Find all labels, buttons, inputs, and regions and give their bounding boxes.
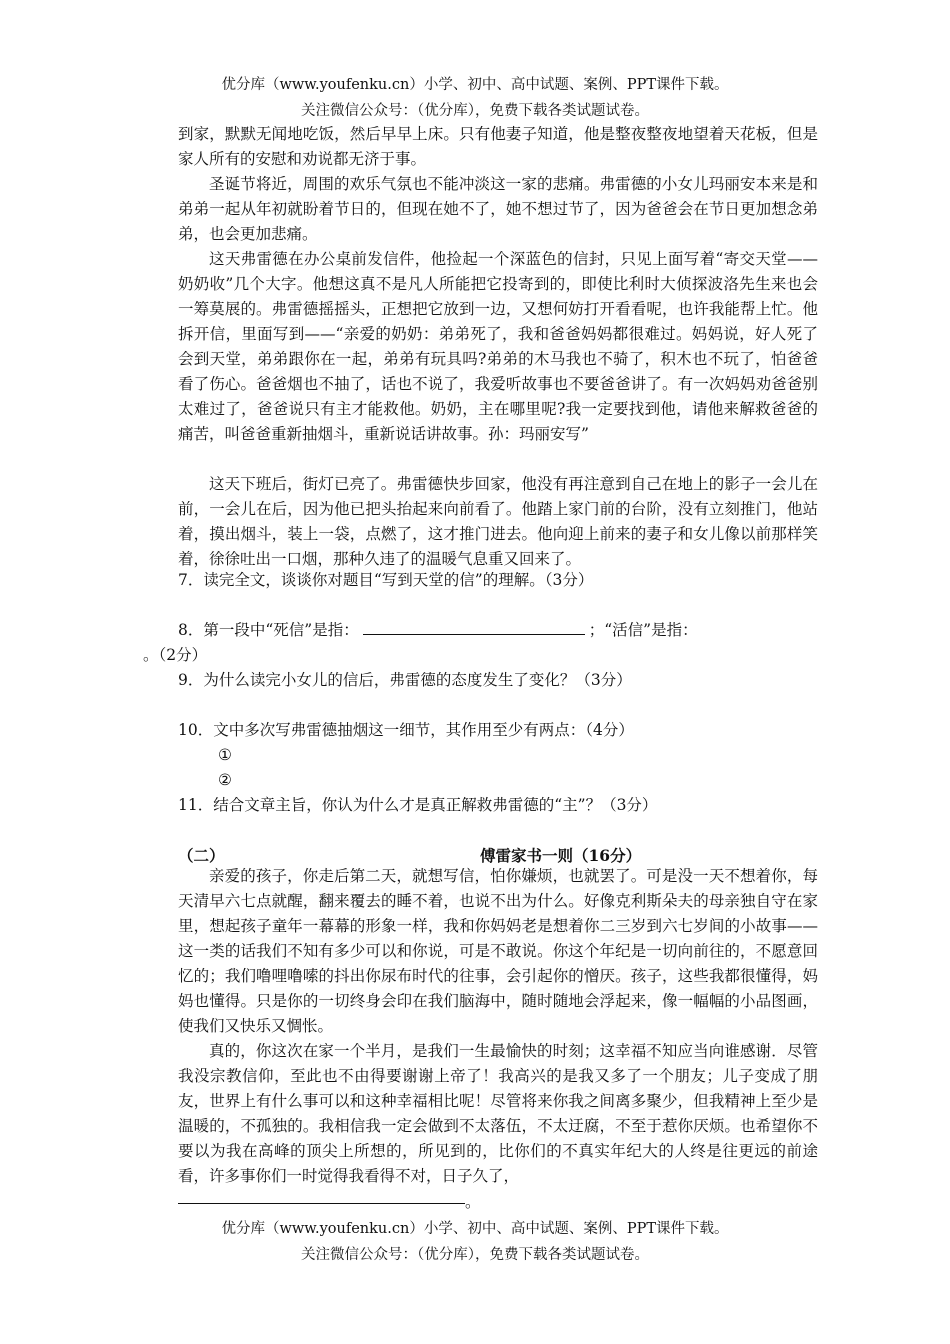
header-line-2: 关注微信公众号：（优分库），免费下载各类试题试卷。: [301, 103, 649, 119]
footer-line-1: 优分库（www.youfenku.cn）小学、初中、高中试题、案例、PPT课件下载。: [221, 1221, 729, 1237]
story-paragraph-0: 到家，默默无闻地吃饭，然后早早上床。只有他妻子知道，他是整夜整夜地望着天花板，但是家人所有的安慰和劝说都无济于事。: [178, 125, 818, 168]
question-10-item-2: ②: [218, 771, 232, 789]
answer-line: [178, 1203, 465, 1204]
question-8-score: 。（2分）: [143, 646, 208, 664]
question-8: [178, 618, 698, 643]
question-8-part-b: ；“活信”是指：: [588, 621, 698, 639]
letter-paragraph-2: 真的，你这次在家一个半月，是我们一生最愉快的时刻；这幸福不知应当向谁感谢．尽管我没宗教信仰，至此也不由得要谢谢上帝了！我高兴的是我又多了一个朋友；儿子变成了朋友，世界上有什么事可以和这种幸福相比呢！尽管将来你我之间离多聚少，但我精神上至少是温暖的，不孤独的。我相信我一定会做到不太落伍，不太迂腐，不至于惹你厌烦。也希望你不要以为我在高峰的顶尖上所想的，所见到的，比你们的不真实年纪大的人终是往更远的前途看，许多事你们一时觉得我看得不对，日子久了，: [178, 1042, 818, 1185]
story-paragraph-2: 这天弗雷德在办公桌前发信件，他捡起一个深蓝色的信封，只见上面写着“寄交天堂——奶奶收”几个大字。他想这真不是凡人所能把它投寄到的，即使比利时大侦探波洛先生来也会一筹莫展的。弗雷德摇摇头，正想把它放到一边，又想何妨打开看看呢，也许我能帮上忙。他拆开信，里面写到——“亲爱的奶奶：弟弟死了，我和爸爸妈妈都很难过。妈妈说，好人死了会到天堂，弟弟跟你在一起，弟弟有玩具吗?弟弟的木马我也不骑了，积木也不玩了，怕爸爸看了伤心。爸爸烟也不抽了，话也不说了，我爱听故事也不要爸爸讲了。有一次妈妈劝爸爸别太难过了，爸爸说只有主才能救他。奶奶，主在哪里呢?我一定要找到他，请他来解救爸爸的痛苦，叫爸爸重新抽烟斗，重新说话讲故事。孙：玛丽安写”: [178, 250, 818, 443]
question-8-part-a: 8．第一段中“死信”是指：: [178, 621, 359, 639]
header-line-1: 优分库（www.youfenku.cn）小学、初中、高中试题、案例、PPT课件下载。: [221, 77, 729, 93]
question-11: 11．结合文章主旨，你认为什么才是真正解救弗雷德的“主”？（3分）: [178, 796, 658, 814]
letter-paragraph-1: 亲爱的孩子，你走后第二天，就想写信，怕你嫌烦，也就罢了。可是没一天不想着你，每天清早六七点就醒，翻来覆去的睡不着，也说不出为什么。好像克利斯朵夫的母亲独自守在家里，想起孩子童年一幕幕的形象一样，我和你妈妈老是想着你二三岁到六七岁间的小故事——这一类的话我们不知有多少可以和你说，可是不敢说。你这个年纪是一切向前往的，不愿意回忆的；我们噜哩噜嗦的抖出你尿布时代的往事，会引起你的憎厌。孩子，这些我都很懂得，妈妈也懂得。只是你的一切终身会印在我们脑海中，随时随地会浮起来，像一幅幅的小品图画，使我们又快乐又惆怅。: [178, 867, 818, 1035]
story-paragraph-1: 圣诞节将近，周围的欢乐气氛也不能冲淡这一家的悲痛。弗雷德的小女儿玛丽安本来是和弟弟一起从年初就盼着节日的，但现在她不了，她不想过节了，因为爸爸会在节日更加想念弟弟，也会更加悲痛。: [178, 175, 818, 243]
question-7: 7．读完全文，谈谈你对题目“写到天堂的信”的理解。（3分）: [178, 571, 594, 589]
answer-line-end: 。: [465, 1193, 481, 1211]
section-2-number: （二）: [178, 846, 225, 865]
question-10-item-1: ①: [218, 746, 232, 764]
question-9: 9．为什么读完小女儿的信后，弗雷德的态度发生了变化？（3分）: [178, 671, 632, 689]
section-2-title: 傅雷家书一则（16分）: [480, 846, 642, 865]
question-10: 10．文中多次写弗雷德抽烟这一细节，其作用至少有两点：（4分）: [178, 721, 634, 739]
answer-blank: [363, 620, 585, 635]
story-paragraph-3: 这天下班后，街灯已亮了。弗雷德快步回家，他没有再注意到自己在地上的影子一会儿在前，一会儿在后，因为他已把头抬起来向前看了。他踏上家门前的台阶，没有立刻推门，他站着，摸出烟斗，装上一袋，点燃了，这才推门进去。他向迎上前来的妻子和女儿像以前那样笑着，徐徐吐出一口烟，那种久违了的温暖气息重又回来了。: [178, 475, 818, 568]
footer-line-2: 关注微信公众号：（优分库），免费下载各类试题试卷。: [301, 1247, 649, 1263]
